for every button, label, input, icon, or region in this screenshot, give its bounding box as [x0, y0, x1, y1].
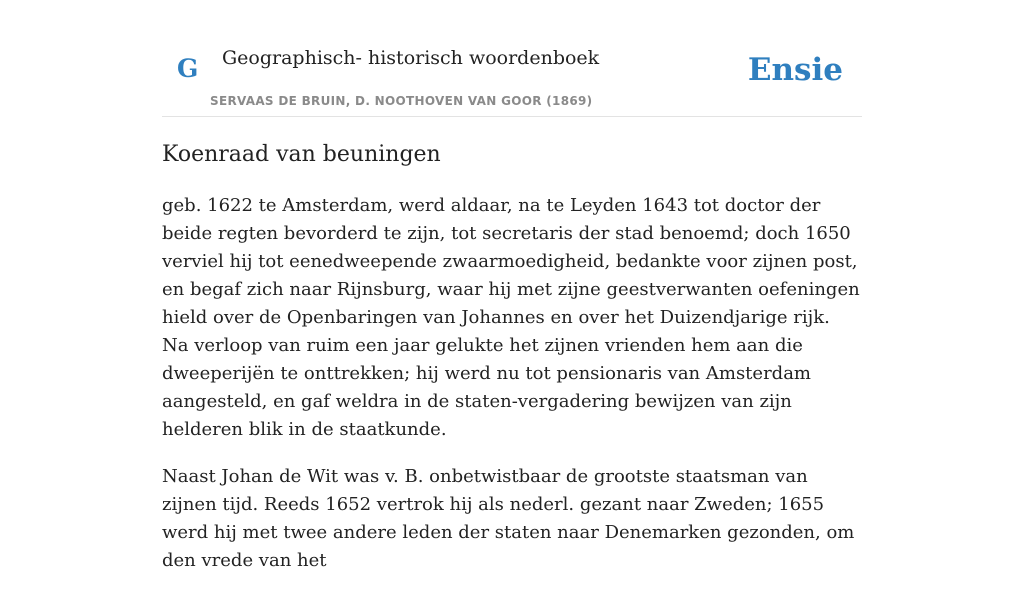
entry-paragraph: Naast Johan de Wit was v. B. onbetwistbaar de grootste staatsman van zijnen tijd. Reeds 1652 vertrok hij als nederl. gezant naar Zweden; 1655 werd hij met twee andere leden der staten naar Denemarken gezonden, om den vrede van het [162, 466, 855, 571]
book-logo-icon[interactable]: G [177, 54, 199, 83]
entry-title: Koenraad van beuningen [162, 142, 441, 167]
header [162, 0, 862, 117]
entry-content [162, 192, 862, 594]
book-title[interactable]: Geographisch- historisch woordenboek [222, 47, 600, 69]
book-authors: SERVAAS DE BRUIN, D. NOOTHOVEN VAN GOOR (1869) [210, 94, 593, 108]
ensie-logo[interactable]: Ensie [747, 52, 843, 88]
entry-paragraph: geb. 1622 te Amsterdam, werd aldaar, na te Leyden 1643 tot doctor der beide regten bevorderd te zijn, tot secretaris der stad benoemd; doch 1650 verviel hij tot eenedweepende zwaarmoedigheid, bedankte voor zijnen post, en begaf zich naar Rijnsburg, waar hij met zijne geestverwanten oefeningen hield over de Openbaringen van Johannes en over het Duizendjarige rijk. Na verloop van ruim een jaar gelukte het zijnen vrienden hem aan die dweeperijën te onttrekken; hij werd nu tot pensionaris van Amsterdam aangesteld, en gaf weldra in de staten-vergadering bewijzen van zijn helderen blik in de staatkunde. [162, 195, 860, 440]
